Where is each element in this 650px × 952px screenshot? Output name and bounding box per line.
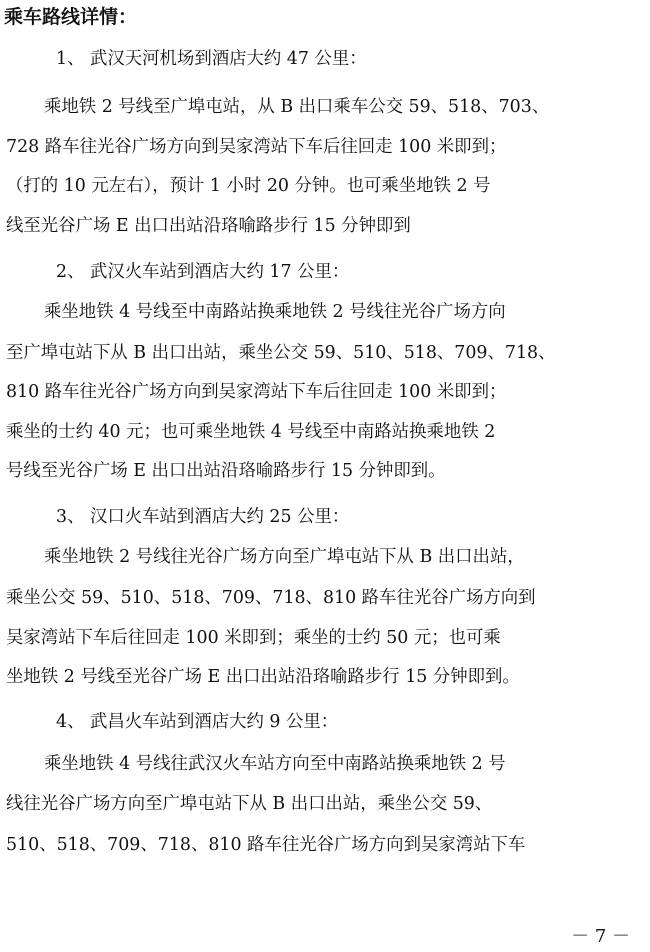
section-2-title: 2、 武汉火车站到酒店大约 17 公里： xyxy=(56,262,350,282)
page-heading: 乘车路线详情： xyxy=(4,6,138,28)
paragraph-line: 510、518、709、718、810 路车往光谷广场方向到吴家湾站下车 xyxy=(6,835,526,855)
paragraph-line: 吴家湾站下车后往回走 100 米即到；乘坐的士约 50 元；也可乘 xyxy=(6,628,501,648)
paragraph-line: （打的 10 元左右），预计 1 小时 20 分钟。也可乘坐地铁 2 号 xyxy=(6,176,491,196)
paragraph-line: 号线至光谷广场 E 出口出站沿珞喻路步行 15 分钟即到。 xyxy=(6,461,446,481)
paragraph-line: 810 路车往光谷广场方向到吴家湾站下车后往回走 100 米即到； xyxy=(6,382,507,402)
paragraph-line: 线至光谷广场 E 出口出站沿珞喻路步行 15 分钟即到 xyxy=(6,216,411,236)
page-number: － 7 － xyxy=(571,926,630,947)
paragraph-line: 乘坐的士约 40 元；也可乘坐地铁 4 号线至中南路站换乘地铁 2 xyxy=(6,422,496,442)
paragraph-line: 728 路车往光谷广场方向到吴家湾站下车后往回走 100 米即到； xyxy=(6,137,507,157)
paragraph-line: 乘地铁 2 号线至广埠屯站，从 B 出口乘车公交 59、518、703、 xyxy=(44,97,550,117)
section-3-title: 3、 汉口火车站到酒店大约 25 公里： xyxy=(56,507,350,527)
paragraph-line: 坐地铁 2 号线至光谷广场 E 出口出站沿珞喻路步行 15 分钟即到。 xyxy=(6,667,520,687)
paragraph-line: 乘坐公交 59、510、518、709、718、810 路车往光谷广场方向到 xyxy=(6,588,536,608)
paragraph-line: 线往光谷广场方向至广埠屯站下从 B 出口出站，乘坐公交 59、 xyxy=(6,794,493,814)
section-4-title: 4、 武昌火车站到酒店大约 9 公里： xyxy=(56,712,339,732)
paragraph-line: 乘坐地铁 4 号线往武汉火车站方向至中南路站换乘地铁 2 号 xyxy=(44,754,506,774)
paragraph-line: 至广埠屯站下从 B 出口出站，乘坐公交 59、510、518、709、718、 xyxy=(6,343,556,363)
section-1-title: 1、 武汉天河机场到酒店大约 47 公里： xyxy=(56,49,367,69)
paragraph-line: 乘坐地铁 2 号线往光谷广场方向至广埠屯站下从 B 出口出站， xyxy=(44,547,525,567)
paragraph-line: 乘坐地铁 4 号线至中南路站换乘地铁 2 号线往光谷广场方向 xyxy=(44,302,506,322)
